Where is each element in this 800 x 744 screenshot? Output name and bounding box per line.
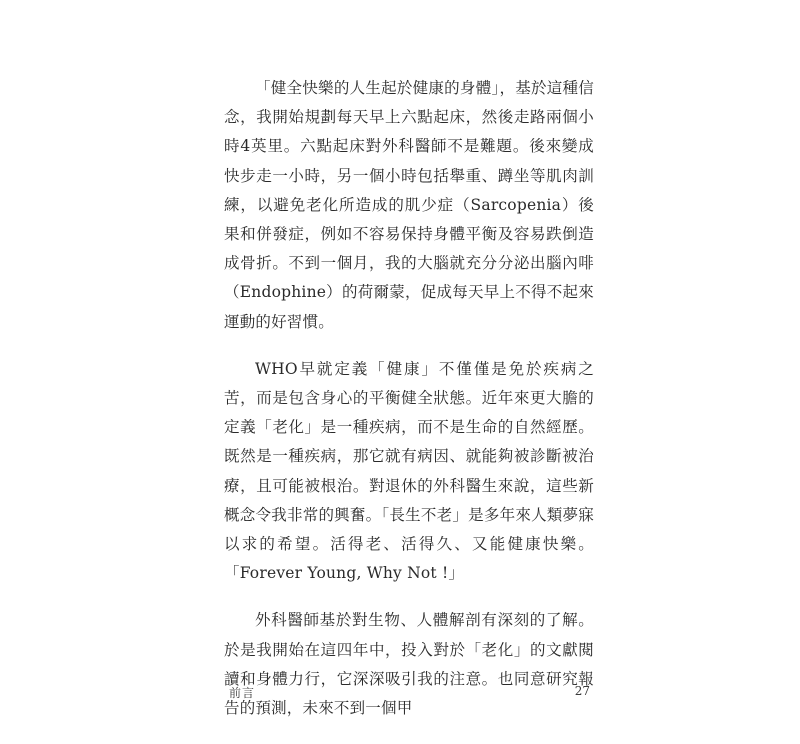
paragraph-3: 外科醫師基於對生物、人體解剖有深刻的了解。於是我開始在這四年中，投入對於「老化」的文獻閱讀和身體力行，它深深吸引我的注意。也同意研究報告的預測，未來不到一個甲 <box>224 611 594 718</box>
running-footer-title: 前言 <box>229 686 256 700</box>
body-text <box>224 74 594 723</box>
paragraph-2: WHO早就定義「健康」不僅僅是免於疾病之苦，而是包含身心的平衡健全狀態。近年來更大膽的定義「老化」是一種疾病，而不是生命的自然經歷。既然是一種疾病，那它就有病因、就能夠被診斷被治療，且可能被根治。對退休的外科醫生來說，這些新概念令我非常的興奮。「長生不老」是多年來人類夢寐以求的希望。活得老、活得久、又能健康快樂。「Forever Young, Why Not !」 <box>224 359 594 583</box>
paragraph-1: 「健全快樂的人生起於健康的身體」，基於這種信念，我開始規劃每天早上六點起床，然後走路兩個小時4英里。六點起床對外科醫師不是難題。後來變成快步走一小時，另一個小時包括舉重、蹲坐等肌肉訓練，以避免老化所造成的肌少症（Sarcopenia）後果和併發症，例如不容易保持身體平衡及容易跌倒造成骨折。不到一個月，我的大腦就充分分泌出腦內啡（Endophine）的荷爾蒙，促成每天早上不得不起來運動的好習慣。 <box>224 79 594 331</box>
page-number: 27 <box>574 684 590 698</box>
